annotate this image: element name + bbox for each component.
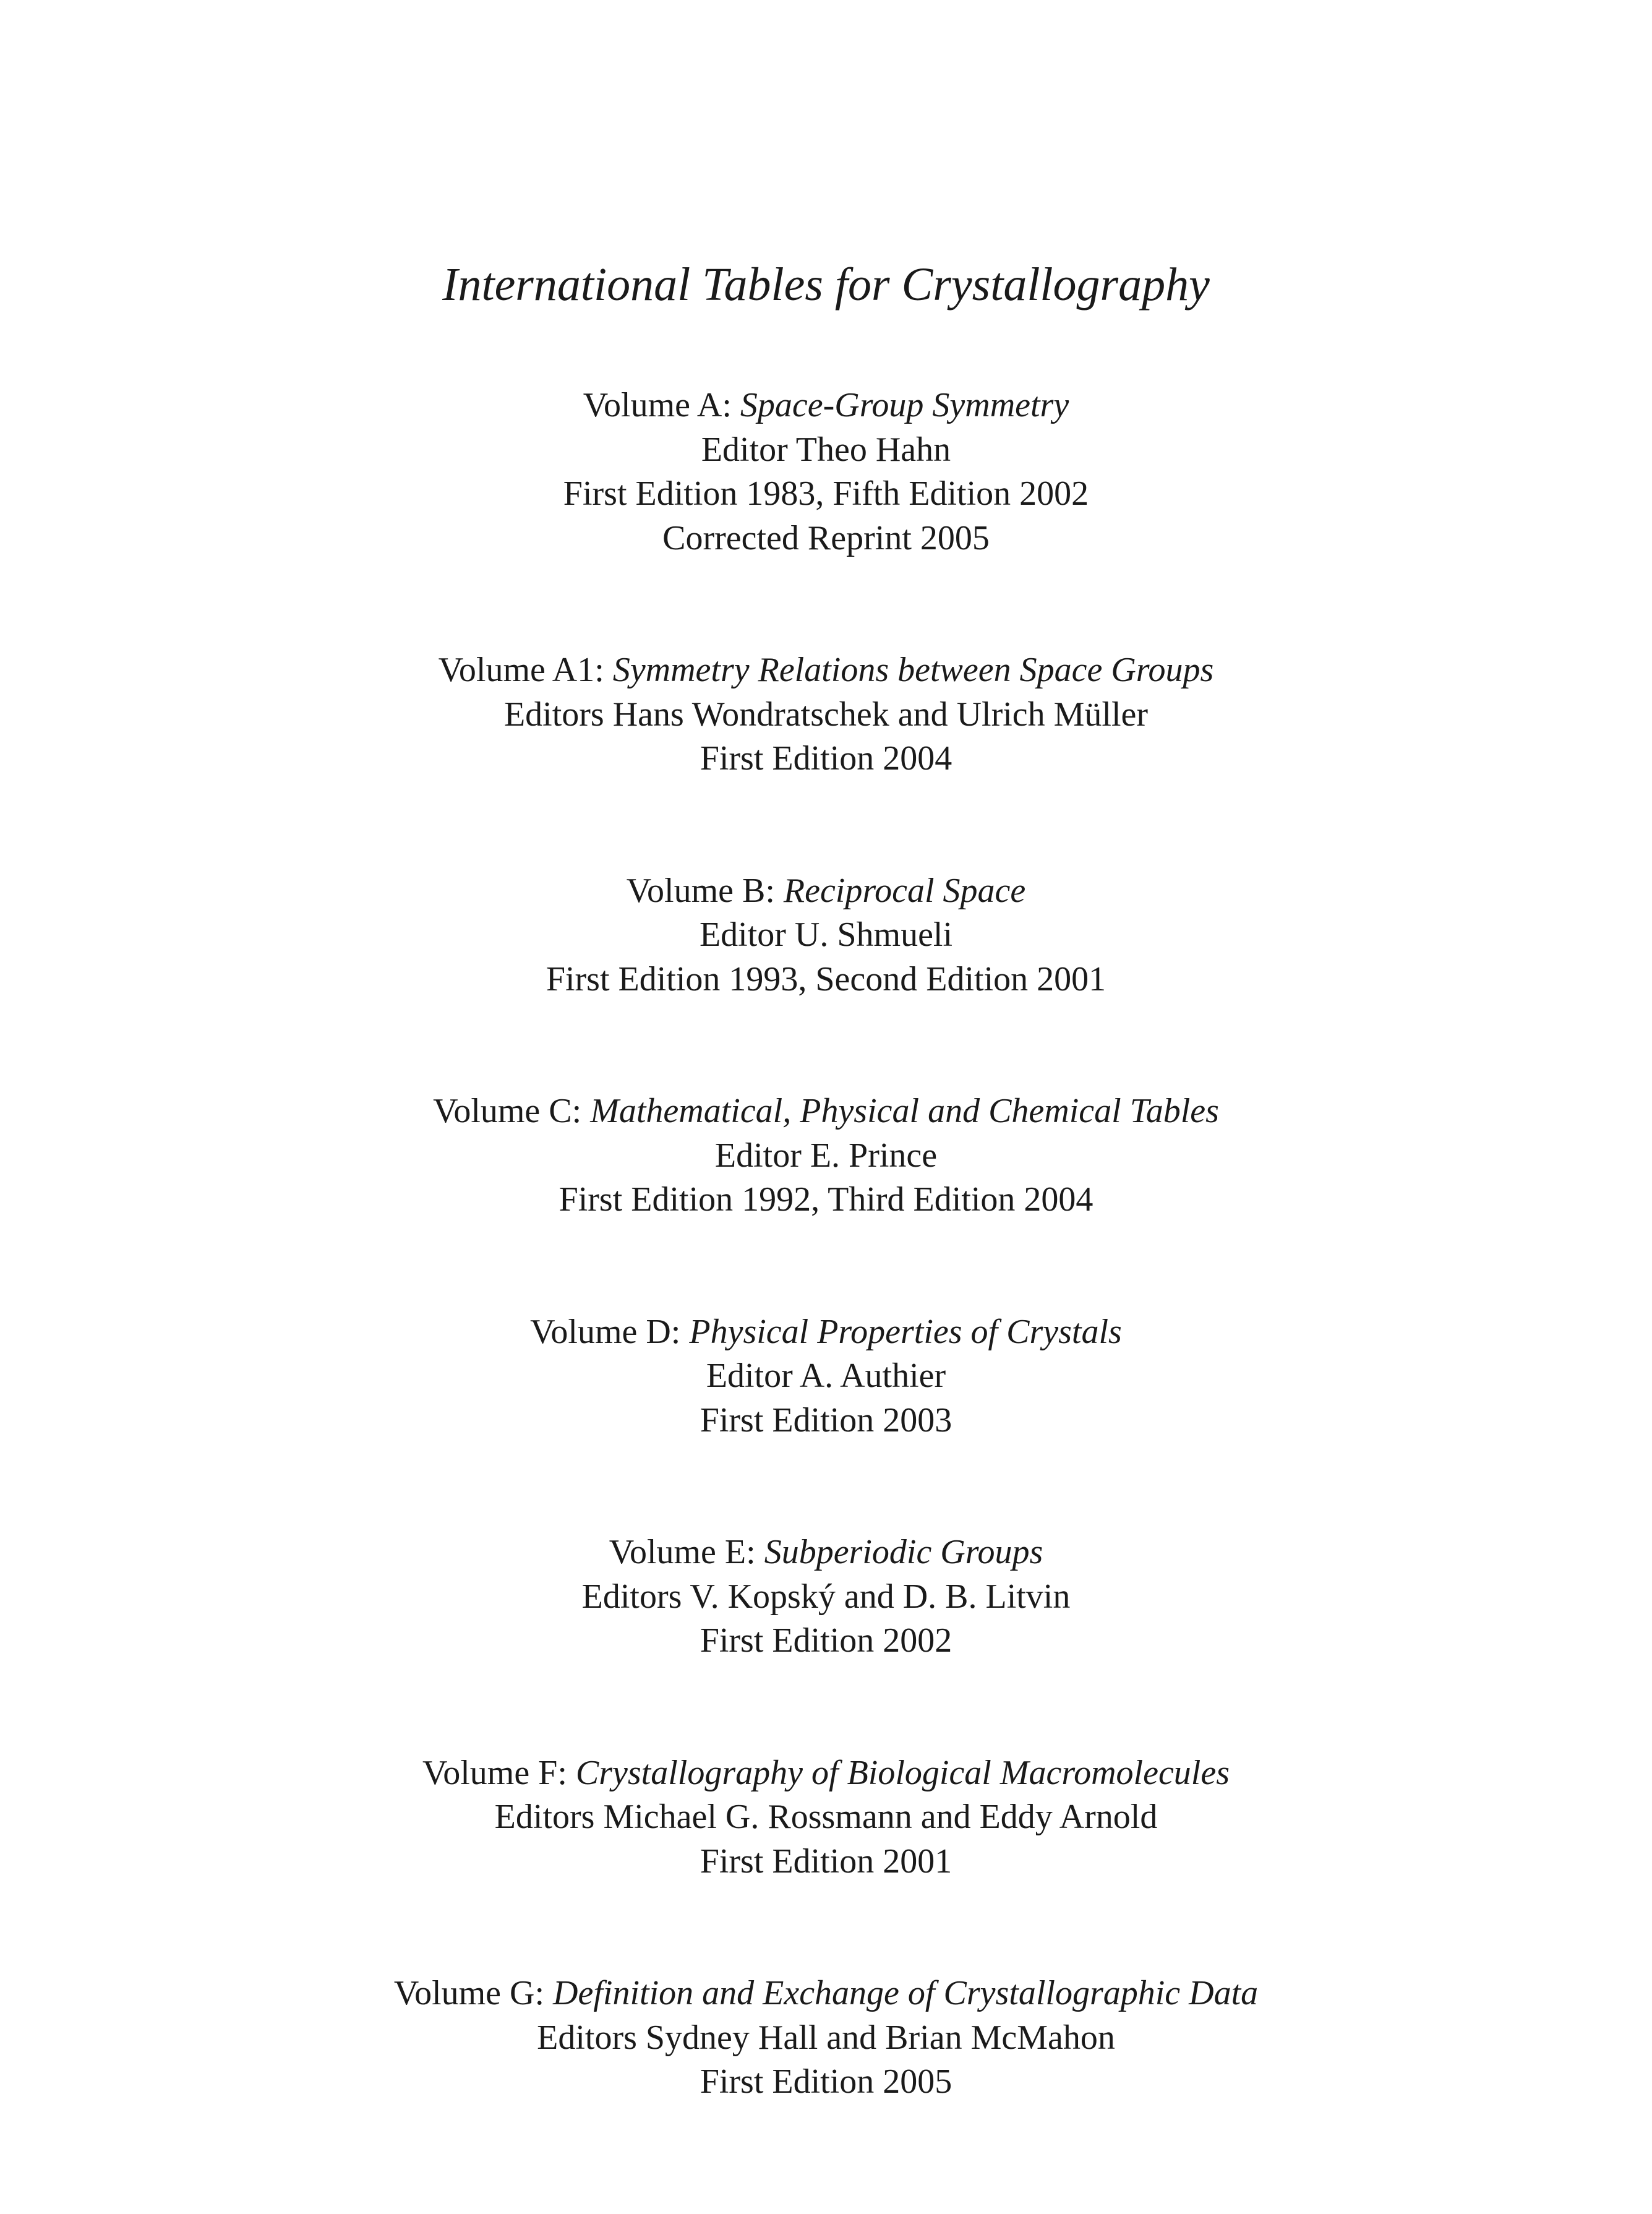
volume-heading — [0, 1089, 1652, 1134]
volume-editors: Editors Michael G. Rossmann and Eddy Arnold — [494, 1798, 1158, 1836]
volume-title: Mathematical, Physical and Chemical Tables — [590, 1092, 1219, 1130]
volume-entry-g — [0, 1972, 1652, 2105]
volume-editors: Editors V. Kopský and D. B. Litvin — [581, 1577, 1071, 1616]
volume-heading — [0, 1310, 1652, 1355]
volume-heading — [0, 1751, 1652, 1796]
volume-editors: Editor U. Shmueli — [699, 916, 953, 954]
volume-entry-c — [0, 1089, 1652, 1222]
volume-editions: First Edition 2002 — [700, 1621, 952, 1660]
volume-entry-e — [0, 1530, 1652, 1663]
volume-entry-b — [0, 869, 1652, 1002]
volume-heading — [0, 869, 1652, 914]
volume-label: Volume A: — [583, 386, 732, 424]
volume-title: Space-Group Symmetry — [740, 386, 1069, 424]
volume-heading — [0, 384, 1652, 428]
volume-editions: First Edition 1983, Fifth Edition 2002 — [563, 474, 1089, 513]
volume-editions: First Edition 1992, Third Edition 2004 — [559, 1180, 1093, 1219]
volume-heading — [0, 1972, 1652, 2016]
volume-title: Subperiodic Groups — [764, 1533, 1043, 1571]
volume-entry-a1 — [0, 648, 1652, 781]
volume-editions: First Edition 2001 — [700, 1842, 952, 1881]
volume-editors: Editor Theo Hahn — [701, 430, 951, 469]
volume-entry-a — [0, 384, 1652, 560]
volume-label: Volume C: — [433, 1092, 582, 1130]
volume-note: Corrected Reprint 2005 — [662, 518, 990, 557]
volume-editions: First Edition 2005 — [700, 2062, 952, 2101]
volume-label: Volume E: — [609, 1533, 756, 1571]
volume-label: Volume D: — [530, 1312, 681, 1351]
volume-label: Volume G: — [393, 1974, 545, 2012]
volume-entry-d — [0, 1310, 1652, 1443]
volume-label: Volume F: — [422, 1753, 567, 1792]
volume-label: Volume A1: — [438, 651, 604, 689]
volume-editions: First Edition 2003 — [700, 1401, 952, 1440]
volume-editors: Editors Hans Wondratschek and Ulrich Müller — [503, 695, 1149, 734]
volume-editors: Editor A. Authier — [706, 1357, 946, 1395]
volume-editors: Editors Sydney Hall and Brian McMahon — [537, 2018, 1115, 2057]
volume-heading — [0, 648, 1652, 693]
volume-title: Reciprocal Space — [783, 871, 1026, 910]
volume-entry-f — [0, 1751, 1652, 1884]
volume-label: Volume B: — [626, 871, 775, 910]
volume-title: Physical Properties of Crystals — [689, 1312, 1122, 1351]
volume-list — [0, 384, 1652, 2192]
volume-editions: First Edition 1993, Second Edition 2001 — [546, 959, 1106, 998]
volume-editors: Editor E. Prince — [714, 1136, 938, 1175]
volume-heading — [0, 1530, 1652, 1575]
volume-title: Symmetry Relations between Space Groups — [612, 651, 1214, 689]
volume-title: Definition and Exchange of Crystallographic Data — [553, 1974, 1259, 2012]
volume-editions: First Edition 2004 — [700, 739, 952, 778]
series-title: International Tables for Crystallography — [442, 259, 1210, 311]
volume-title: Crystallography of Biological Macromolecules — [575, 1753, 1230, 1792]
